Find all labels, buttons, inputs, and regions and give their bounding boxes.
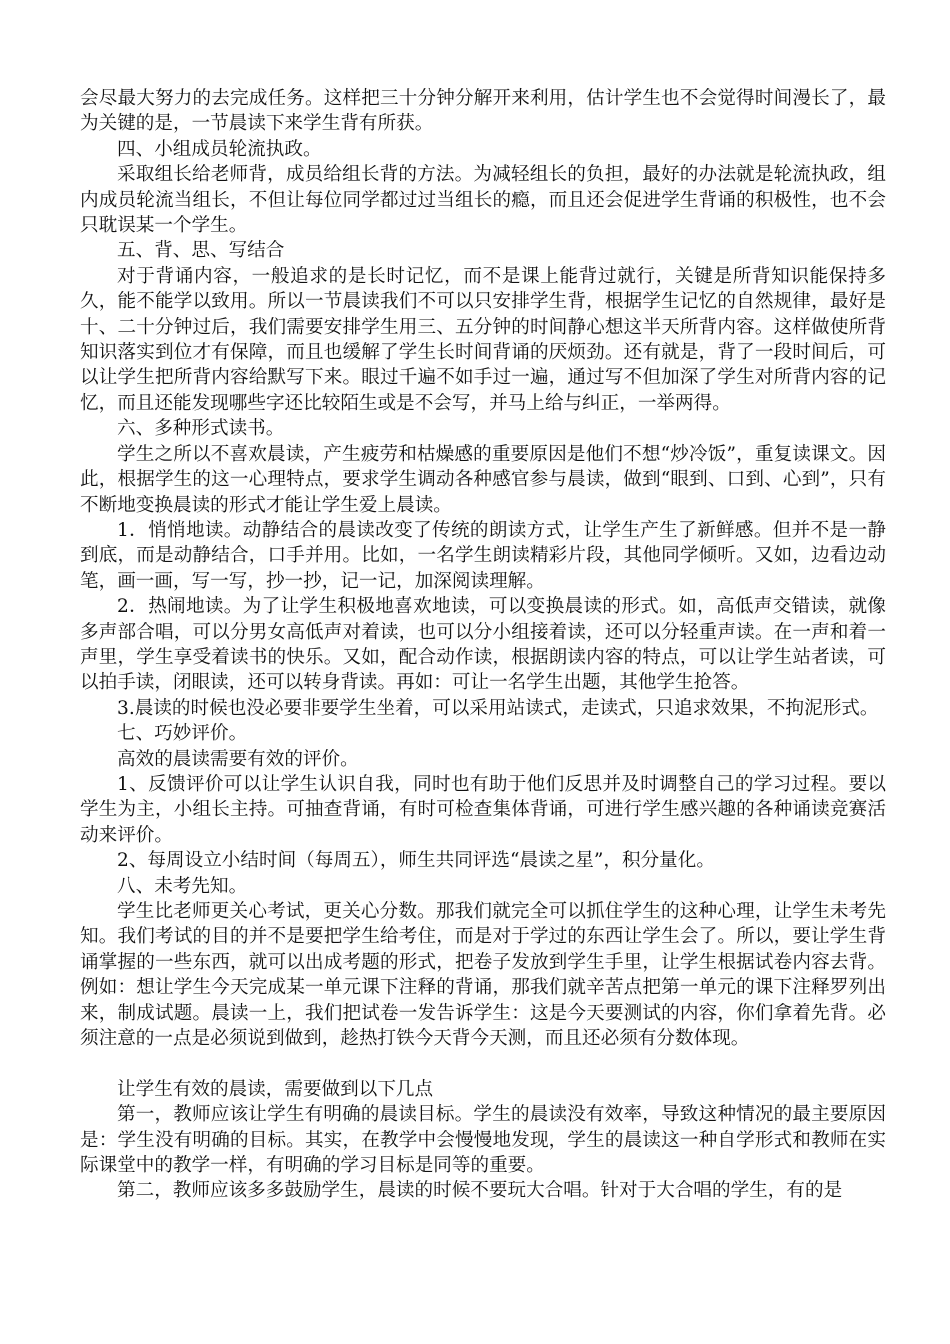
paragraph: 采取组长给老师背，成员给组长背的方法。为减轻组长的负担，最好的办法就是轮流执政，组内成员轮流当组长，不但让每位同学都过过当组长的瘾，而且还会促进学生背诵的积极性，也不会只耽误某一个学生。 — [80, 164, 886, 237]
list-item: 1、反馈评价可以让学生认识自我，同时也有助于他们反思并及时调整自己的学习过程。要以学生为主，小组长主持。可抽查背诵，有时可检查集体背诵，可进行学生感兴趣的各种诵读竞赛活动来评价。 — [80, 773, 886, 846]
paragraph: 学生比老师更关心考试，更关心分数。那我们就完全可以抓住学生的这种心理，让学生未考先知。我们考试的目的并不是要把学生给考住，而是对于学过的东西让学生会了。所以，要让学生背诵掌握的一些东西，就可以出成考题的形式，把卷子发放到学生手里，让学生根据试卷内容去背。例如：想让学生今天完成某一单元课下注释的背诵，那我们就辛苦点把第一单元的课下注释罗列出来，制成试题。晨读一上，我们把试卷一发告诉学生：这是今天要测试的内容，你们拿着先背。必须注意的一点是必须说到做到，趁热打铁今天背今天测，而且还必须有分数体现。 — [80, 901, 886, 1050]
list-item: 2、每周设立小结时间（每周五），师生共同评选“晨读之星”，积分量化。 — [117, 850, 715, 872]
blank-line — [80, 1051, 886, 1076]
paragraph: 对于背诵内容，一般追求的是长时记忆，而不是课上能背过就行，关键是所背知识能保持多久，能不能学以致用。所以一节晨读我们不可以只安排学生背，根据学生记忆的自然规律，最好是十、二十分钟过后，我们需要安排学生用三、五分钟的时间静心想这半天所背内容。这样做使所背知识落实到位才有保障，而且也缓解了学生长时间背诵的厌烦劲。还有就是，背了一段时间后，可以让学生把所背内容给默写下来。眼过千遍不如手过一遍，通过写不但加深了学生对所背内容的记忆，而且还能发现哪些字还比较陌生或是不会写，并马上给与纠正，一举两得。 — [80, 265, 886, 414]
section-heading-5: 五、背、思、写结合 — [117, 240, 285, 262]
section-heading-8: 八、未考先知。 — [117, 875, 248, 897]
section-heading-4: 四、小组成员轮流执政。 — [117, 138, 322, 160]
paragraph: 第一，教师应该让学生有明确的晨读目标。学生的晨读没有效率，导致这种情况的最主要原因是：学生没有明确的目标。其实，在教学中会慢慢地发现，学生的晨读这一种自学形式和教师在实际课堂中的教学一样，有明确的学习目标是同等的重要。 — [80, 1104, 886, 1177]
list-item: 3.晨读的时候也没必要非要学生坐着，可以采用站读式，走读式，只追求效果，不拘泥形式。 — [117, 697, 879, 719]
paragraph: 第二，教师应该多多鼓励学生，晨读的时候不要玩大合唱。针对于大合唱的学生，有的是 — [117, 1180, 843, 1202]
paragraph: 学生之所以不喜欢晨读，产生疲劳和枯燥感的重要原因是他们不想“炒冷饭”，重复读课文。因此，根据学生的这一心理特点，要求学生调动各种感官参与晨读，做到“眼到、口到、心到”，只有不断地变换晨读的形式才能让学生爱上晨读。 — [80, 443, 886, 516]
section-heading-6: 六、多种形式读书。 — [117, 418, 285, 440]
list-item: 2．热闹地读。为了让学生积极地喜欢地读，可以变换晨读的形式。如，高低声交错读，就像多声部合唱，可以分男女高低声对着读，也可以分小组接着读，还可以分轻重声读。在一声和着一声里，学生享受着读书的快乐。又如，配合动作读，根据朗读内容的特点，可以让学生站者读，可以拍手读，闭眼读，还可以转身背读。再如：可让一名学生出题，其他学生抢答。 — [80, 596, 886, 694]
paragraph-continuation: 会尽最大努力的去完成任务。这样把三十分钟分解开来利用，估计学生也不会觉得时间漫长了，最为关键的是，一节晨读下来学生背有所获。 — [80, 88, 886, 135]
list-item: 1．悄悄地读。动静结合的晨读改变了传统的朗读方式，让学生产生了新鲜感。但并不是一静到底，而是动静结合，口手并用。比如，一名学生朗读精彩片段，其他同学倾听。又如，边看边动笔，画一画，写一写，抄一抄，记一记，加深阅读理解。 — [80, 519, 886, 592]
document-page — [80, 86, 886, 1204]
paragraph: 高效的晨读需要有效的评价。 — [117, 748, 359, 770]
subsection-title: 让学生有效的晨读，需要做到以下几点 — [117, 1078, 434, 1100]
section-heading-7: 七、巧妙评价。 — [117, 723, 248, 745]
